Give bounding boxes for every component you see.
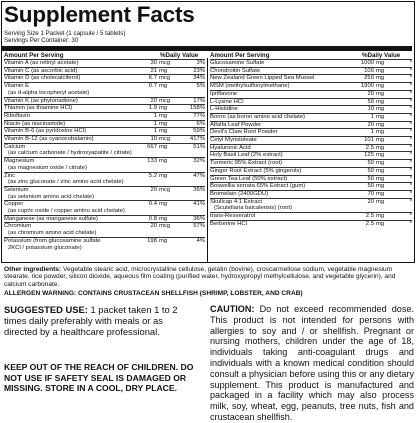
amount-header-right: Amount Per Serving [210, 52, 270, 59]
nutrient-name: trans-Resveratrol [210, 213, 256, 220]
nutrient-daily-value: * [409, 152, 412, 159]
nutrient-name: Ipriflavone [210, 90, 238, 97]
nutrient-daily-value: 6% [196, 120, 205, 127]
nutrient-daily-value: * [409, 98, 412, 105]
servings-per-container: Servings Per Container: 30 [4, 37, 79, 44]
nutrient-daily-value: * [409, 183, 412, 190]
nutrient-amount: 1 [370, 129, 374, 136]
nutrient-amount: 20 [367, 121, 374, 128]
nutrient-amount: 21 [150, 67, 157, 74]
nutrient-daily-value: 32% [193, 158, 205, 165]
nutrient-unit: mg [376, 167, 385, 174]
nutrient-row [4, 143, 205, 151]
nutrient-unit: mg [159, 105, 168, 112]
nutrient-name: Selenium [4, 186, 29, 193]
nutrient-daily-value: * [409, 90, 412, 97]
nutrient-amount: 20 [150, 223, 157, 230]
nutrient-name: (as d-alpha tocopheryl acetate) [8, 89, 90, 96]
nutrient-daily-value: 47% [193, 172, 205, 179]
nutrient-name: Niacin (as niacinamide) [4, 120, 66, 127]
nutrient-daily-value: 17% [193, 97, 205, 104]
nutrient-name: Copper [4, 201, 24, 208]
nutrient-unit: mg [376, 67, 385, 74]
nutrient-daily-value: 36% [193, 215, 205, 222]
dv-header-left: %Daily Value [160, 52, 199, 59]
nutrient-amount: 1 [153, 112, 157, 119]
nutrient-daily-value: * [409, 121, 412, 128]
caution-block [210, 304, 414, 423]
nutrient-amount [132, 194, 157, 201]
nutrient-amount: 20 [150, 97, 157, 104]
nutrient-unit: mg [159, 158, 168, 165]
nutrient-name: Chromium [4, 223, 32, 230]
nutrient-name: Glucosamine Sulfate [210, 60, 265, 66]
thick-rule [2, 46, 412, 51]
nutrient-row [4, 186, 205, 194]
allergen-warning: ALLERGEN WARNING: CONTAINS CRUSTACEAN SHELLFISH (SHRIMP, LOBSTER, AND CRAB) [4, 290, 303, 297]
nutrient-unit: mcg [159, 136, 171, 143]
nutrient-name: Vitamin A (as retinyl acetate) [4, 60, 79, 66]
nutrient-daily-value: * [409, 67, 412, 74]
nutrient-amount [132, 208, 157, 215]
nutrient-daily-value [177, 179, 205, 186]
nutrient-row [210, 190, 412, 198]
nutrient-unit: mg [376, 190, 385, 197]
nutrient-amount: 1 [370, 113, 374, 120]
nutrient-amount: 198 [147, 237, 157, 244]
nutrient-amount: 2.5 [365, 220, 374, 227]
nutrient-daily-value [177, 165, 205, 172]
nutrient-row [210, 90, 412, 98]
nutrient-name: Cetyl Myristoleate [210, 137, 257, 144]
nutrient-name: Hyaluronic Acid [210, 144, 251, 151]
nutrient-amount: 667 [147, 143, 157, 150]
nutrient-daily-value: 4% [196, 237, 205, 244]
nutrient-row [4, 150, 205, 157]
nutrient-name: Vitamin D (as cholecalciferol) [4, 75, 81, 82]
nutrient-unit: mg [159, 172, 168, 179]
nutrient-unit: mg [159, 67, 168, 74]
nutrient-amount: 50 [367, 98, 374, 105]
caution-text: Do not exceed recommended dose. This product is not intended for persons with allergies to soy and / or shellfish. Pregnant or nursing mothers, children under the age of 18, individuals taking anti-coagulant drugs and individuals with a known medical condition should consult a physician before using this or any dietary supplement. This product is manufactured and packaged in a facility which may also process milk, soy, wheat, egg, peanuts, tree nuts, fish and crustacean shellfish. [210, 304, 414, 422]
nutrient-name: (as calcium carbonate / hydroxyapatite / citrate) [8, 150, 132, 157]
nutrient-amount [132, 150, 157, 157]
nutrient-row [4, 172, 205, 180]
nutrient-name: (as zinc gluconate / zinc amino acid chelate) [8, 179, 124, 186]
nutrient-amount [132, 179, 157, 186]
nutrient-row [4, 135, 205, 143]
nutrient-row [4, 120, 205, 128]
nutrient-unit: mg [376, 98, 385, 105]
nutrient-name: Bromelain (2400GDU) [210, 190, 269, 197]
nutrient-daily-value: * [409, 175, 412, 182]
nutrient-row [210, 74, 412, 82]
column-divider [207, 58, 208, 262]
nutrient-unit: mcg [159, 60, 171, 66]
nutrient-daily-value [392, 205, 412, 212]
nutrient-row [210, 144, 412, 152]
nutrient-name: Potassium (from glucosamine sulfate [4, 237, 101, 244]
nutrient-unit [157, 150, 177, 157]
nutrient-amount: 0.4 [148, 201, 157, 208]
nutrient-amount: 20 [150, 186, 157, 193]
nutrient-unit: mg [376, 183, 385, 190]
nutrient-row [4, 230, 205, 237]
nutrient-row [4, 208, 205, 215]
nutrient-row [210, 159, 412, 167]
nutrient-row [4, 215, 205, 223]
nutrient-name: Vitamin B-6 (as pyridoxine HCl) [4, 128, 87, 135]
nutrient-unit: mg [159, 112, 168, 119]
nutrient-daily-value: * [409, 83, 412, 90]
nutrient-row [4, 112, 205, 120]
nutrient-amount: 1.9 [148, 105, 157, 112]
nutrient-amount [132, 90, 157, 97]
nutrient-unit: mg [159, 83, 168, 90]
nutrient-daily-value: 57% [193, 223, 205, 230]
nutrient-amount: 50 [367, 175, 374, 182]
nutrient-amount: 10 [150, 136, 157, 143]
nutrient-name: Magnesium [4, 158, 35, 165]
nutrient-name: L-Histidine [210, 106, 238, 113]
nutrient-unit: mg [159, 215, 168, 222]
nutrient-name: Calcium [4, 143, 26, 150]
nutrient-unit: mg [376, 220, 385, 227]
nutrient-row [210, 67, 412, 75]
nutrient-amount: 1 [153, 120, 157, 127]
nutrient-unit: mcg [159, 223, 171, 230]
nutrient-amount: 10 [367, 106, 374, 113]
nutrient-unit: mcg [159, 97, 171, 104]
nutrient-name: MSM (methylsulfonylmethane) [210, 83, 290, 90]
nutrient-daily-value: 417% [189, 136, 205, 143]
nutrient-amount: 5.2 [148, 172, 157, 179]
nutrient-daily-value: * [409, 213, 412, 220]
nutrient-amount: 2.5 [365, 213, 374, 220]
nutrient-unit [157, 230, 177, 237]
nutrient-unit: mg [159, 237, 168, 244]
nutrient-unit: mcg [159, 75, 171, 82]
nutrient-row [4, 179, 205, 186]
other-ingredients [4, 266, 414, 288]
nutrient-amount: 100 [364, 67, 374, 74]
nutrient-name: Riboflavin [4, 112, 30, 119]
nutrient-row [210, 105, 412, 113]
nutrient-amount: 50 [367, 183, 374, 190]
nutrient-row [4, 104, 205, 112]
nutrient-name: Alfalfa Leaf Powder [210, 121, 262, 128]
nutrient-unit: mg [159, 128, 168, 135]
nutrient-table-right [210, 59, 412, 227]
nutrient-daily-value: * [409, 190, 412, 197]
nutrient-daily-value: * [409, 160, 412, 167]
nutrient-row [210, 198, 412, 206]
nutrient-unit [157, 245, 177, 252]
nutrient-row [4, 157, 205, 165]
nutrient-table-left [4, 59, 205, 251]
nutrient-row [4, 245, 205, 252]
nutrient-unit: mg [376, 160, 385, 167]
nutrient-name: (as chromium amino acid chelate) [8, 230, 97, 237]
caution-label: CAUTION: [210, 304, 255, 314]
other-ingredients-label: Other ingredients: [4, 266, 62, 273]
nutrient-amount: 0.8 [148, 215, 157, 222]
nutrient-row [210, 167, 412, 175]
nutrient-daily-value: 23% [193, 67, 205, 74]
nutrient-name: Skullcap 4:1 Extract [210, 198, 263, 205]
nutrient-daily-value: 36% [193, 186, 205, 193]
other-ingredients-text: Vegetable stearic acid, microcrystalline cellulose, gelatin (bovine), croscarmellose sodium, vegetable magnesium stearate, rice powder, silicon dioxide, aqueous film coating (purified water, hydroxypropyl methylcellulose, and vegetable glycerin), and calcium carbonate. [4, 266, 396, 288]
nutrient-daily-value: 34% [193, 75, 205, 82]
nutrient-daily-value: * [409, 75, 412, 82]
nutrient-amount: 20 [367, 90, 374, 97]
nutrient-name: (as selenium amino acid chelate) [8, 193, 95, 200]
nutrient-name: Vitamin B-12 (as cyanocobalamin) [4, 136, 94, 143]
nutrient-row [210, 182, 412, 190]
nutrient-unit: mcg [159, 186, 171, 193]
nutrient-name: Vitamin E [4, 83, 30, 90]
nutrient-daily-value: 41% [193, 201, 205, 208]
nutrient-row [210, 59, 412, 67]
nutrient-unit: mg [159, 120, 168, 127]
nutrient-name: L-Lysine HCl [210, 98, 244, 105]
nutrient-amount: 6.7 [148, 75, 157, 82]
nutrient-row [4, 74, 205, 82]
nutrient-name: New Zealand Green Lipped Sea Mussel [210, 75, 315, 82]
nutrient-name: (Scutellaria baicalensis) (root) [214, 205, 292, 212]
nutrient-daily-value [177, 230, 205, 237]
nutrient-name: Devil's Claw Root Powder [210, 129, 278, 136]
nutrient-row [210, 128, 412, 136]
nutrient-row [4, 67, 205, 75]
nutrient-name: Vitamin C (as ascorbic acid) [4, 67, 78, 74]
panel-title: Supplement Facts [4, 2, 195, 27]
nutrient-row [210, 205, 412, 212]
nutrient-daily-value: 158% [189, 105, 205, 112]
nutrient-name: Zinc [4, 172, 16, 179]
nutrient-row [4, 82, 205, 90]
nutrient-amount [132, 245, 157, 252]
nutrient-unit: mg [376, 60, 385, 66]
nutrient-amount: 50 [367, 167, 374, 174]
nutrient-amount [348, 205, 374, 212]
nutrient-amount: 250 [364, 75, 374, 82]
nutrient-row [4, 165, 205, 172]
nutrient-name: Holy Basil Leaf (2% extract) [210, 152, 283, 159]
nutrient-amount [132, 230, 157, 237]
nutrient-row [210, 175, 412, 183]
nutrient-row [210, 121, 412, 129]
nutrient-amount: 20 [367, 198, 374, 205]
nutrient-unit [374, 205, 392, 212]
nutrient-daily-value: * [409, 137, 412, 144]
nutrient-amount [132, 165, 157, 172]
nutrient-row [4, 194, 205, 201]
nutrient-unit: mg [376, 106, 385, 113]
nutrient-row [210, 82, 412, 90]
nutrient-row [210, 113, 412, 121]
nutrient-row [4, 90, 205, 97]
nutrient-name: 2KCl / potassium gluconate) [8, 244, 82, 251]
suggested-use-label: SUGGESTED USE: [4, 304, 88, 315]
nutrient-daily-value: 77% [193, 112, 205, 119]
nutrient-row [4, 59, 205, 67]
nutrient-daily-value: * [409, 106, 412, 113]
nutrient-row [4, 237, 205, 245]
nutrient-daily-value [177, 208, 205, 215]
nutrient-unit: mg [376, 75, 385, 82]
nutrient-daily-value [177, 245, 205, 252]
nutrient-daily-value [177, 194, 205, 201]
nutrient-unit: mg [376, 90, 385, 97]
nutrient-daily-value: 51% [193, 143, 205, 150]
nutrient-daily-value: * [409, 198, 412, 205]
nutrient-amount: 125 [364, 152, 374, 159]
nutrient-name: Turmeric 95% Extract (root) [210, 160, 283, 167]
nutrient-row [210, 212, 412, 220]
nutrient-row [210, 98, 412, 106]
nutrient-daily-value: * [409, 60, 412, 66]
nutrient-daily-value: 5% [196, 83, 205, 90]
nutrient-unit: mg [376, 213, 385, 220]
nutrient-name: Berberine HCl [210, 220, 247, 227]
nutrient-unit: mg [376, 113, 385, 120]
nutrient-amount: 1900 [360, 83, 374, 90]
nutrient-daily-value: * [409, 220, 412, 227]
nutrient-name: (as cupric oxide / copper amino acid chelate) [8, 208, 125, 215]
nutrient-amount: 1 [153, 128, 157, 135]
nutrient-amount: 1000 [360, 60, 374, 66]
nutrient-unit: mg [376, 198, 385, 205]
nutrient-row [4, 97, 205, 105]
nutrient-name: Boron (as boron amino acid chelate) [210, 113, 305, 120]
amount-header-left: Amount Per Serving [4, 52, 64, 59]
dv-header-right: %Daily Value [362, 52, 401, 59]
nutrient-amount: 0.7 [148, 83, 157, 90]
suggested-use [4, 304, 194, 337]
nutrient-name: Vitamin K (as phytonadione) [4, 97, 78, 104]
nutrient-name: Ginger Root Extract (5% gingerols) [210, 167, 302, 174]
nutrient-unit: mg [159, 143, 168, 150]
nutrient-unit: mg [376, 152, 385, 159]
keep-out-warning: KEEP OUT OF THE REACH OF CHILDREN. DO NOT USE IF SAFETY SEAL IS DAMAGED OR MISSING. STORE IN A COOL, DRY PLACE. [4, 362, 194, 393]
nutrient-unit [157, 179, 177, 186]
nutrient-unit: mg [376, 121, 385, 128]
nutrient-daily-value: * [409, 144, 412, 151]
nutrient-unit: mg [376, 175, 385, 182]
nutrient-unit [157, 208, 177, 215]
nutrient-amount: 2.5 [365, 144, 374, 151]
nutrient-unit: mg [376, 83, 385, 90]
nutrient-unit [157, 165, 177, 172]
nutrient-amount: 70 [367, 190, 374, 197]
nutrient-row [210, 220, 412, 228]
nutrient-row [4, 222, 205, 230]
nutrient-amount: 50 [367, 160, 374, 167]
suggested-use-text: 1 packet taken 1 to 2 times daily preferably with meals or as directed by a healthcare professional. [4, 304, 178, 337]
serving-size: Serving Size 1 Packet (1 capsule / 5 tablets) [4, 30, 126, 37]
nutrient-daily-value: * [409, 167, 412, 174]
nutrient-daily-value: * [409, 129, 412, 136]
nutrient-unit [157, 90, 177, 97]
nutrient-name: (as magnesium oxide / citrate) [8, 164, 87, 171]
nutrient-row [210, 151, 412, 159]
nutrient-amount: 30 [150, 60, 157, 66]
nutrient-daily-value [177, 90, 205, 97]
nutrient-amount: 133 [147, 158, 157, 165]
nutrient-unit: mg [376, 129, 385, 136]
nutrient-name: Boswellia serrata 65% Extract (gum) [210, 183, 306, 190]
nutrient-unit: mg [376, 144, 385, 151]
nutrient-daily-value: 59% [193, 128, 205, 135]
nutrient-name: Thiamin (as thiamine HCl) [4, 105, 73, 112]
nutrient-daily-value: * [409, 113, 412, 120]
nutrient-daily-value [177, 150, 205, 157]
nutrient-amount: 101 [364, 137, 374, 144]
nutrient-unit [157, 194, 177, 201]
nutrient-unit: mg [159, 201, 168, 208]
nutrient-name: Chondroitin Sulfate [210, 67, 261, 74]
nutrient-daily-value: 3% [196, 60, 205, 66]
nutrient-row [4, 127, 205, 135]
nutrient-row [210, 136, 412, 144]
nutrient-row [4, 200, 205, 208]
nutrient-unit: mg [376, 137, 385, 144]
nutrient-name: Manganese (as manganese sulfate) [4, 215, 98, 222]
nutrient-name: Green Tea Leaf (50% extract) [210, 175, 288, 182]
